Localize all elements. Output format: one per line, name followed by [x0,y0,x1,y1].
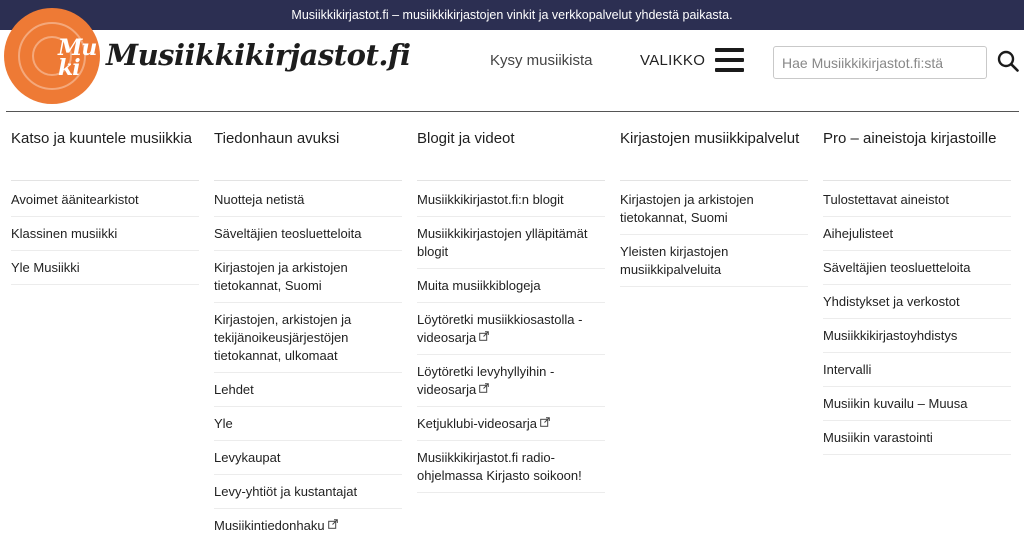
menu-link[interactable] [620,235,808,286]
menu-link-label: Musiikintiedonhaku [214,518,325,533]
list-item [823,285,1011,319]
list-item [823,353,1011,387]
menu-link[interactable] [214,373,402,406]
menu-link-label: Avoimet äänitearkistot [11,192,139,207]
column-title[interactable]: Pro – aineistoja kirjastoille [823,130,997,147]
menu-link-label: Musiikin kuvailu – Muusa [823,396,968,411]
logo-vinyl-icon[interactable] [4,8,100,104]
list-item [11,217,199,251]
menu-link-label: Musiikin varastointi [823,430,933,445]
list-item [417,303,605,355]
menu-link-label: Tulostettavat aineistot [823,192,949,207]
menu-link-label: Löytöretki levyhyllyihin -videosarja [417,364,555,397]
menu-link-label: Ketjuklubi-videosarja [417,416,537,431]
list-item [214,475,402,509]
logo-mark-text: Mu ki [58,35,97,81]
list-item [823,251,1011,285]
menu-column-blogs-videos [417,112,605,493]
list-item [214,373,402,407]
menu-link[interactable] [214,509,402,537]
search-icon [996,49,1020,73]
menu-link[interactable] [417,303,605,354]
menu-link-label: Löytöretki musiikkiosastolla -videosarja [417,312,583,345]
menu-column-pro-materials [823,112,1011,455]
menu-link-label: Kirjastojen ja arkistojen tietokannat, Suomi [214,260,348,293]
menu-link-label: Klassinen musiikki [11,226,118,241]
menu-link[interactable] [214,251,402,302]
menu-link[interactable] [214,303,402,372]
menu-link-label: Säveltäjien teosluetteloita [214,226,362,241]
site-header [0,30,1024,112]
list-item [11,251,199,285]
menu-link[interactable] [417,183,605,216]
site-logo-wordmark[interactable]: Musiikkikirjastot.fi [106,38,411,72]
list-item [417,217,605,269]
menu-link-label: Yleisten kirjastojen musiikkipalveluita [620,244,729,277]
list-item [214,509,402,537]
menu-link-label: Kirjastojen, arkistojen ja tekijänoikeusjärjestöjen tietokannat, ulkomaat [214,312,352,363]
menu-link-label: Kirjastojen ja arkistojen tietokannat, Suomi [620,192,754,225]
menu-link-label: Yhdistykset ja verkostot [823,294,960,309]
menu-link[interactable] [823,251,1011,284]
column-divider [823,180,1011,181]
menu-link-label: Musiikkikirjastot.fi:n blogit [417,192,564,207]
list-item [620,183,808,235]
column-title[interactable]: Katso ja kuuntele musiikkia [11,130,192,147]
menu-link[interactable] [823,421,1011,454]
list-item [214,183,402,217]
menu-link-label: Aihejulisteet [823,226,894,241]
list-item [823,421,1011,455]
menu-link-label: Muita musiikkiblogeja [417,278,541,293]
list-item [417,441,605,493]
menu-link[interactable] [417,355,605,406]
list-item [823,217,1011,251]
search-input[interactable] [773,46,987,79]
list-item [417,269,605,303]
menu-link-label: Yle [214,416,233,431]
search-button[interactable] [994,46,1022,78]
menu-link[interactable] [214,217,402,250]
menu-list [417,183,605,493]
menu-link[interactable] [417,217,605,268]
hamburger-icon [715,48,744,72]
list-item [620,235,808,287]
menu-link-label: Lehdet [214,382,254,397]
column-divider [417,180,605,181]
list-item [11,183,199,217]
menu-column-watch-listen [11,112,199,285]
menu-link[interactable] [823,353,1011,386]
column-title[interactable]: Tiedonhaun avuksi [214,130,340,147]
menu-link-label: Musiikkikirjastoyhdistys [823,328,958,343]
menu-link[interactable] [11,251,199,284]
menu-column-library-services [620,112,808,287]
menu-link[interactable] [11,217,199,250]
list-item [417,407,605,441]
menu-list [823,183,1011,455]
list-item [417,183,605,217]
list-item [214,303,402,373]
list-item [214,441,402,475]
menu-link[interactable] [417,269,605,302]
list-item [417,355,605,407]
menu-link-label: Säveltäjien teosluetteloita [823,260,971,275]
column-title[interactable]: Kirjastojen musiikkipalvelut [620,130,800,147]
menu-link[interactable] [214,475,402,508]
menu-link[interactable] [823,285,1011,318]
list-item [823,387,1011,421]
menu-toggle-label: VALIKKO [640,51,706,69]
list-item [823,319,1011,353]
list-item [214,407,402,441]
menu-link[interactable] [417,407,605,440]
menu-link-label: Levy-yhtiöt ja kustantajat [214,484,358,499]
menu-link[interactable] [214,183,402,216]
menu-link[interactable] [214,407,402,440]
menu-list [620,183,808,287]
menu-link-label: Intervalli [823,362,872,377]
menu-link[interactable] [620,183,808,234]
menu-link-label: Musiikkikirjastot.fi radio-ohjelmassa Kirjasto soikoon! [417,450,582,483]
column-divider [11,180,199,181]
menu-link[interactable] [823,387,1011,420]
menu-link-label: Yle Musiikki [11,260,80,275]
menu-link[interactable] [11,183,199,216]
menu-link[interactable] [214,441,402,474]
external-link-icon [479,383,489,393]
external-link-icon [540,417,550,427]
list-item [214,217,402,251]
top-announcement-bar [0,0,1024,30]
external-link-icon [328,519,338,529]
menu-column-research-help [214,112,402,537]
ask-about-music-link[interactable]: Kysy musiikista [490,52,593,69]
menu-link-label: Levykaupat [214,450,281,465]
menu-link[interactable] [823,217,1011,250]
menu-link-label: Nuotteja netistä [214,192,305,207]
menu-link[interactable] [823,319,1011,352]
menu-link[interactable] [823,183,1011,216]
list-item [823,183,1011,217]
announcement-text: Musiikkikirjastot.fi – musiikkikirjastojen vinkit ja verkkopalvelut yhdestä paikasta. [291,8,733,22]
column-divider [214,180,402,181]
menu-link[interactable] [417,441,605,492]
list-item [214,251,402,303]
menu-toggle-button[interactable] [640,48,744,72]
menu-link-label: Musiikkikirjastojen ylläpitämät blogit [417,226,588,259]
column-divider [620,180,808,181]
external-link-icon [479,331,489,341]
menu-list [214,183,402,537]
menu-list [11,183,199,285]
column-title[interactable]: Blogit ja videot [417,130,515,147]
